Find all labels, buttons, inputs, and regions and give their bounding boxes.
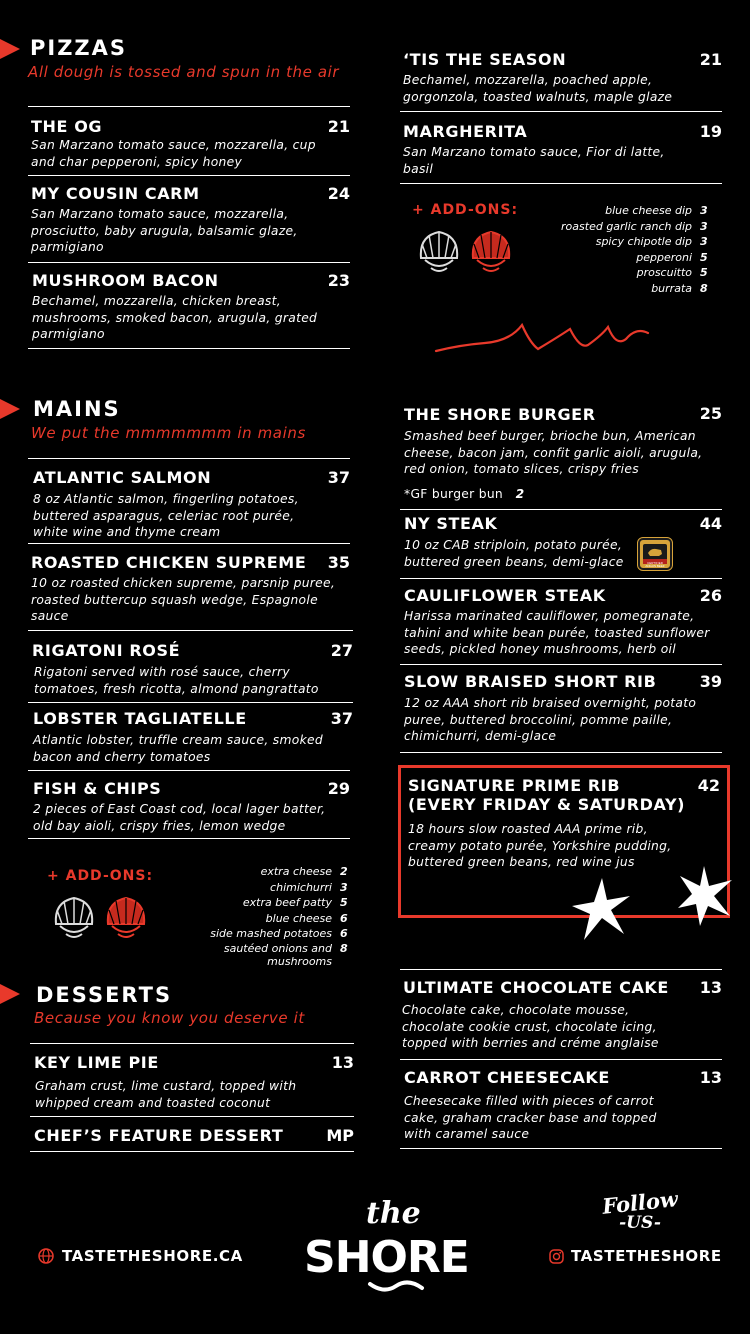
item-description: Smashed beef burger, brioche bun, American cheese, bacon jam, confit garlic aioli, arugula, red onion, tomato slices, crispy fries [404, 429, 703, 476]
item-name: KEY LIME PIE [34, 1053, 159, 1072]
item-price: 24 [327, 184, 350, 203]
item-description: Chocolate cake, chocolate mousse, chocolate cookie crust, chocolate icing, topped with berries and créme anglaise [402, 1003, 659, 1050]
addon-name: roasted garlic ranch dip [561, 219, 692, 233]
menu-item-lobster-tagliatelle [28, 702, 353, 770]
addon-row [160, 926, 350, 942]
item-price: 21 [699, 50, 722, 69]
addon-name: chimichurri [270, 880, 332, 894]
item-name: MARGHERITA [403, 122, 528, 141]
logo [300, 1196, 480, 1296]
item-description: 10 oz CAB striploin, potato purée, buttered green beans, demi-glace [404, 538, 624, 569]
item-price: 37 [327, 468, 350, 487]
addon-price: 3 [700, 235, 708, 248]
item-price: 39 [699, 672, 722, 691]
shell-icon-red [104, 894, 148, 942]
addons-list-mains [160, 864, 350, 968]
item-price: 19 [699, 122, 722, 141]
shell-icon-white [52, 894, 96, 942]
menu-item-my-cousin-carm [28, 175, 350, 263]
addon-row [160, 864, 350, 880]
item-description: Atlantic lobster, truffle cream sauce, smoked bacon and cherry tomatoes [33, 733, 323, 764]
item-price: 29 [327, 779, 350, 798]
section-title-pizzas: PIZZAS [30, 36, 128, 60]
addons-title-mains: + ADD-ONS: [47, 868, 154, 884]
menu-item-tis-the-season [400, 40, 722, 112]
addon-price: 3 [700, 204, 708, 217]
item-price: 13 [699, 1068, 722, 1087]
item-price: 23 [327, 271, 350, 290]
addon-row [160, 955, 350, 968]
addon-row [160, 895, 350, 911]
item-description: 8 oz Atlantic salmon, fingerling potatoes, buttered asparagus, celeriac root purée, white wine and thyme cream [33, 492, 299, 539]
menu-item-rigatoni-rose [28, 630, 353, 702]
addon-row [160, 911, 350, 927]
menu-item-slow-braised-short-rib [400, 664, 722, 753]
addon-row [520, 265, 710, 281]
addon-name: sautéed onions and [223, 941, 332, 955]
wave-doodle [430, 315, 660, 360]
addon-name: spicy chipotle dip [595, 235, 692, 248]
item-description: Rigatoni served with rosé sauce, cherry tomatoes, fresh ricotta, almond pangrattato [34, 665, 319, 696]
instagram-handle: TASTETHESHORE [571, 1247, 722, 1265]
item-name: CHEF’S FEATURE DESSERT [34, 1126, 284, 1145]
item-description: San Marzano tomato sauce, mozzarella, prosciutto, baby arugula, balsamic glaze, parmigiano [31, 207, 298, 254]
addon-price: 5 [340, 896, 348, 909]
addon-price: 8 [340, 941, 348, 955]
item-description: San Marzano tomato sauce, Fior di latte, basil [403, 145, 665, 176]
item-price: 27 [330, 641, 353, 660]
star-icon [674, 864, 736, 928]
feature-name: SIGNATURE PRIME RIB [408, 776, 621, 795]
addon-row [160, 942, 350, 955]
item-description: 2 pieces of East Coast cod, local lager batter, old bay aioli, crispy fries, lemon wedge [33, 802, 326, 833]
item-name: THE SHORE BURGER [404, 405, 596, 424]
section-subtitle-desserts: Because you know you deserve it [34, 1009, 305, 1027]
menu-item-cauliflower-steak [400, 578, 722, 665]
instagram-link[interactable] [549, 1247, 722, 1265]
menu-item-carrot-cheesecake [400, 1059, 722, 1149]
item-name: ATLANTIC SALMON [33, 468, 212, 487]
addon-price: 5 [700, 266, 708, 279]
item-description: Harissa marinated cauliflower, pomegranate, tahini and white bean purée, toasted sunflower seeds, pickled honey mushrooms, herb oil [404, 609, 710, 656]
addon-row [520, 281, 710, 297]
item-price: 26 [699, 586, 722, 605]
item-price: 35 [327, 553, 350, 572]
addon-row [520, 203, 710, 219]
item-name: RIGATONI ROSÉ [32, 641, 181, 660]
addon-row [520, 219, 710, 235]
addon-price [340, 955, 350, 968]
addon-row [520, 234, 710, 250]
item-description: Graham crust, lime custard, topped with whipped cream and toasted coconut [35, 1079, 297, 1110]
addon-row [160, 880, 350, 896]
menu-item-ny-steak [400, 509, 722, 579]
addon-name: extra cheese [260, 865, 332, 878]
menu-item-atlantic-salmon [28, 458, 350, 544]
addon-price: 3 [700, 219, 708, 233]
item-price: MP [326, 1126, 354, 1145]
item-extra-note [404, 486, 525, 503]
menu-item-chefs-feature-dessert [30, 1116, 354, 1152]
item-name: ROASTED CHICKEN SUPREME [31, 553, 307, 572]
us-text: -US- [619, 1213, 661, 1233]
item-price: 21 [327, 117, 350, 136]
feature-price: 42 [697, 776, 720, 795]
extra-price: 2 [515, 487, 525, 501]
section-title-mains: MAINS [33, 397, 121, 421]
addon-price: 3 [340, 880, 348, 894]
addons-title-pizzas: + ADD-ONS: [412, 202, 519, 218]
addon-row [520, 250, 710, 266]
certified-angus-beef-badge [638, 538, 672, 570]
menu-item-the-og [28, 106, 350, 176]
item-name: ULTIMATE CHOCOLATE CAKE [403, 978, 669, 997]
logo-main-text: SHORE [304, 1232, 469, 1283]
item-price: 25 [699, 404, 722, 423]
addon-price: 6 [340, 911, 348, 925]
section-subtitle-mains: We put the mmmmmmm in mains [31, 424, 306, 442]
addon-name: proscuitto [636, 266, 692, 279]
item-description: Bechamel, mozzarella, poached apple, gorgonzola, toasted walnuts, maple glaze [403, 73, 673, 104]
addon-name: pepperoni [636, 250, 692, 264]
menu-item-key-lime-pie [30, 1043, 354, 1117]
follow-text: Follow [600, 1186, 680, 1219]
section-subtitle-pizzas: All dough is tossed and spun in the air [28, 63, 340, 81]
item-price: 44 [699, 514, 722, 533]
addon-name: blue cheese [265, 911, 332, 925]
item-name: CAULIFLOWER STEAK [404, 586, 606, 605]
shell-icon-white [417, 228, 461, 276]
menu-item-fish-and-chips [28, 770, 350, 839]
item-name: LOBSTER TAGLIATELLE [33, 709, 247, 728]
item-description: San Marzano tomato sauce, mozzarella, cup and char pepperoni, spicy honey [31, 138, 316, 169]
addons-list-pizzas [520, 203, 710, 296]
addon-name: burrata [651, 281, 692, 295]
addon-price: 6 [340, 927, 348, 940]
shell-icon-red [469, 228, 513, 276]
item-description: Bechamel, mozzarella, chicken breast, mushrooms, smoked bacon, arugula, grated parmigiano [32, 294, 318, 341]
section-marker-desserts [0, 984, 20, 1004]
logo-small-text: the [366, 1196, 421, 1231]
item-price: 13 [331, 1053, 354, 1072]
item-name: MUSHROOM BACON [32, 271, 219, 290]
addon-name: blue cheese dip [605, 204, 692, 217]
menu-item-the-shore-burger [400, 397, 722, 510]
item-name: SLOW BRAISED SHORT RIB [404, 672, 657, 691]
item-name: MY COUSIN CARM [31, 184, 200, 203]
badge-label: CERTIFIED ANGUS BEEF [645, 562, 665, 568]
star-icon [570, 876, 632, 942]
section-title-desserts: DESSERTS [36, 983, 173, 1007]
menu-item-roasted-chicken-supreme [28, 543, 350, 630]
item-price: 13 [699, 978, 722, 997]
instagram-icon [549, 1249, 564, 1264]
menu-item-ultimate-chocolate-cake [400, 969, 722, 1059]
addon-name: extra beef patty [242, 896, 332, 909]
addon-name: side mashed potatoes [210, 927, 332, 940]
website-link[interactable] [38, 1247, 243, 1265]
addon-price: 5 [700, 250, 708, 264]
extra-label: *GF burger bun [404, 487, 504, 501]
item-description: 12 oz AAA short rib braised overnight, potato puree, buttered broccolini, pomme paille, chimichurri, demi-glace [404, 696, 697, 743]
item-name: ‘TIS THE SEASON [403, 50, 567, 69]
logo-wave-icon [366, 1280, 426, 1294]
item-name: CARROT CHEESECAKE [404, 1068, 610, 1087]
item-description: 10 oz roasted chicken supreme, parsnip puree, roasted buttercup squash wedge, Espagnole sauce [31, 576, 336, 623]
addon-price: 2 [340, 865, 348, 878]
item-name: NY STEAK [404, 514, 498, 533]
menu-item-margherita [400, 111, 722, 184]
feature-name-sub: (EVERY FRIDAY & SATURDAY) [408, 795, 686, 814]
addon-price: 8 [700, 281, 708, 295]
item-name: FISH & CHIPS [33, 779, 162, 798]
item-price: 37 [330, 709, 353, 728]
globe-icon [38, 1248, 54, 1264]
section-marker-pizzas [0, 39, 20, 59]
menu-item-mushroom-bacon [28, 262, 350, 349]
section-marker-mains [0, 399, 20, 419]
item-description: Cheesecake filled with pieces of carrot cake, graham cracker base and topped with caramel sauce [404, 1094, 657, 1141]
follow-us-badge [600, 1186, 680, 1240]
website-text: TASTETHESHORE.CA [62, 1247, 243, 1265]
feature-description: 18 hours slow roasted AAA prime rib, creamy potato purée, Yorkshire pudding, buttered green beans, red wine jus [408, 822, 672, 869]
item-name: THE OG [31, 117, 103, 136]
addon-name: mushrooms [267, 954, 332, 968]
